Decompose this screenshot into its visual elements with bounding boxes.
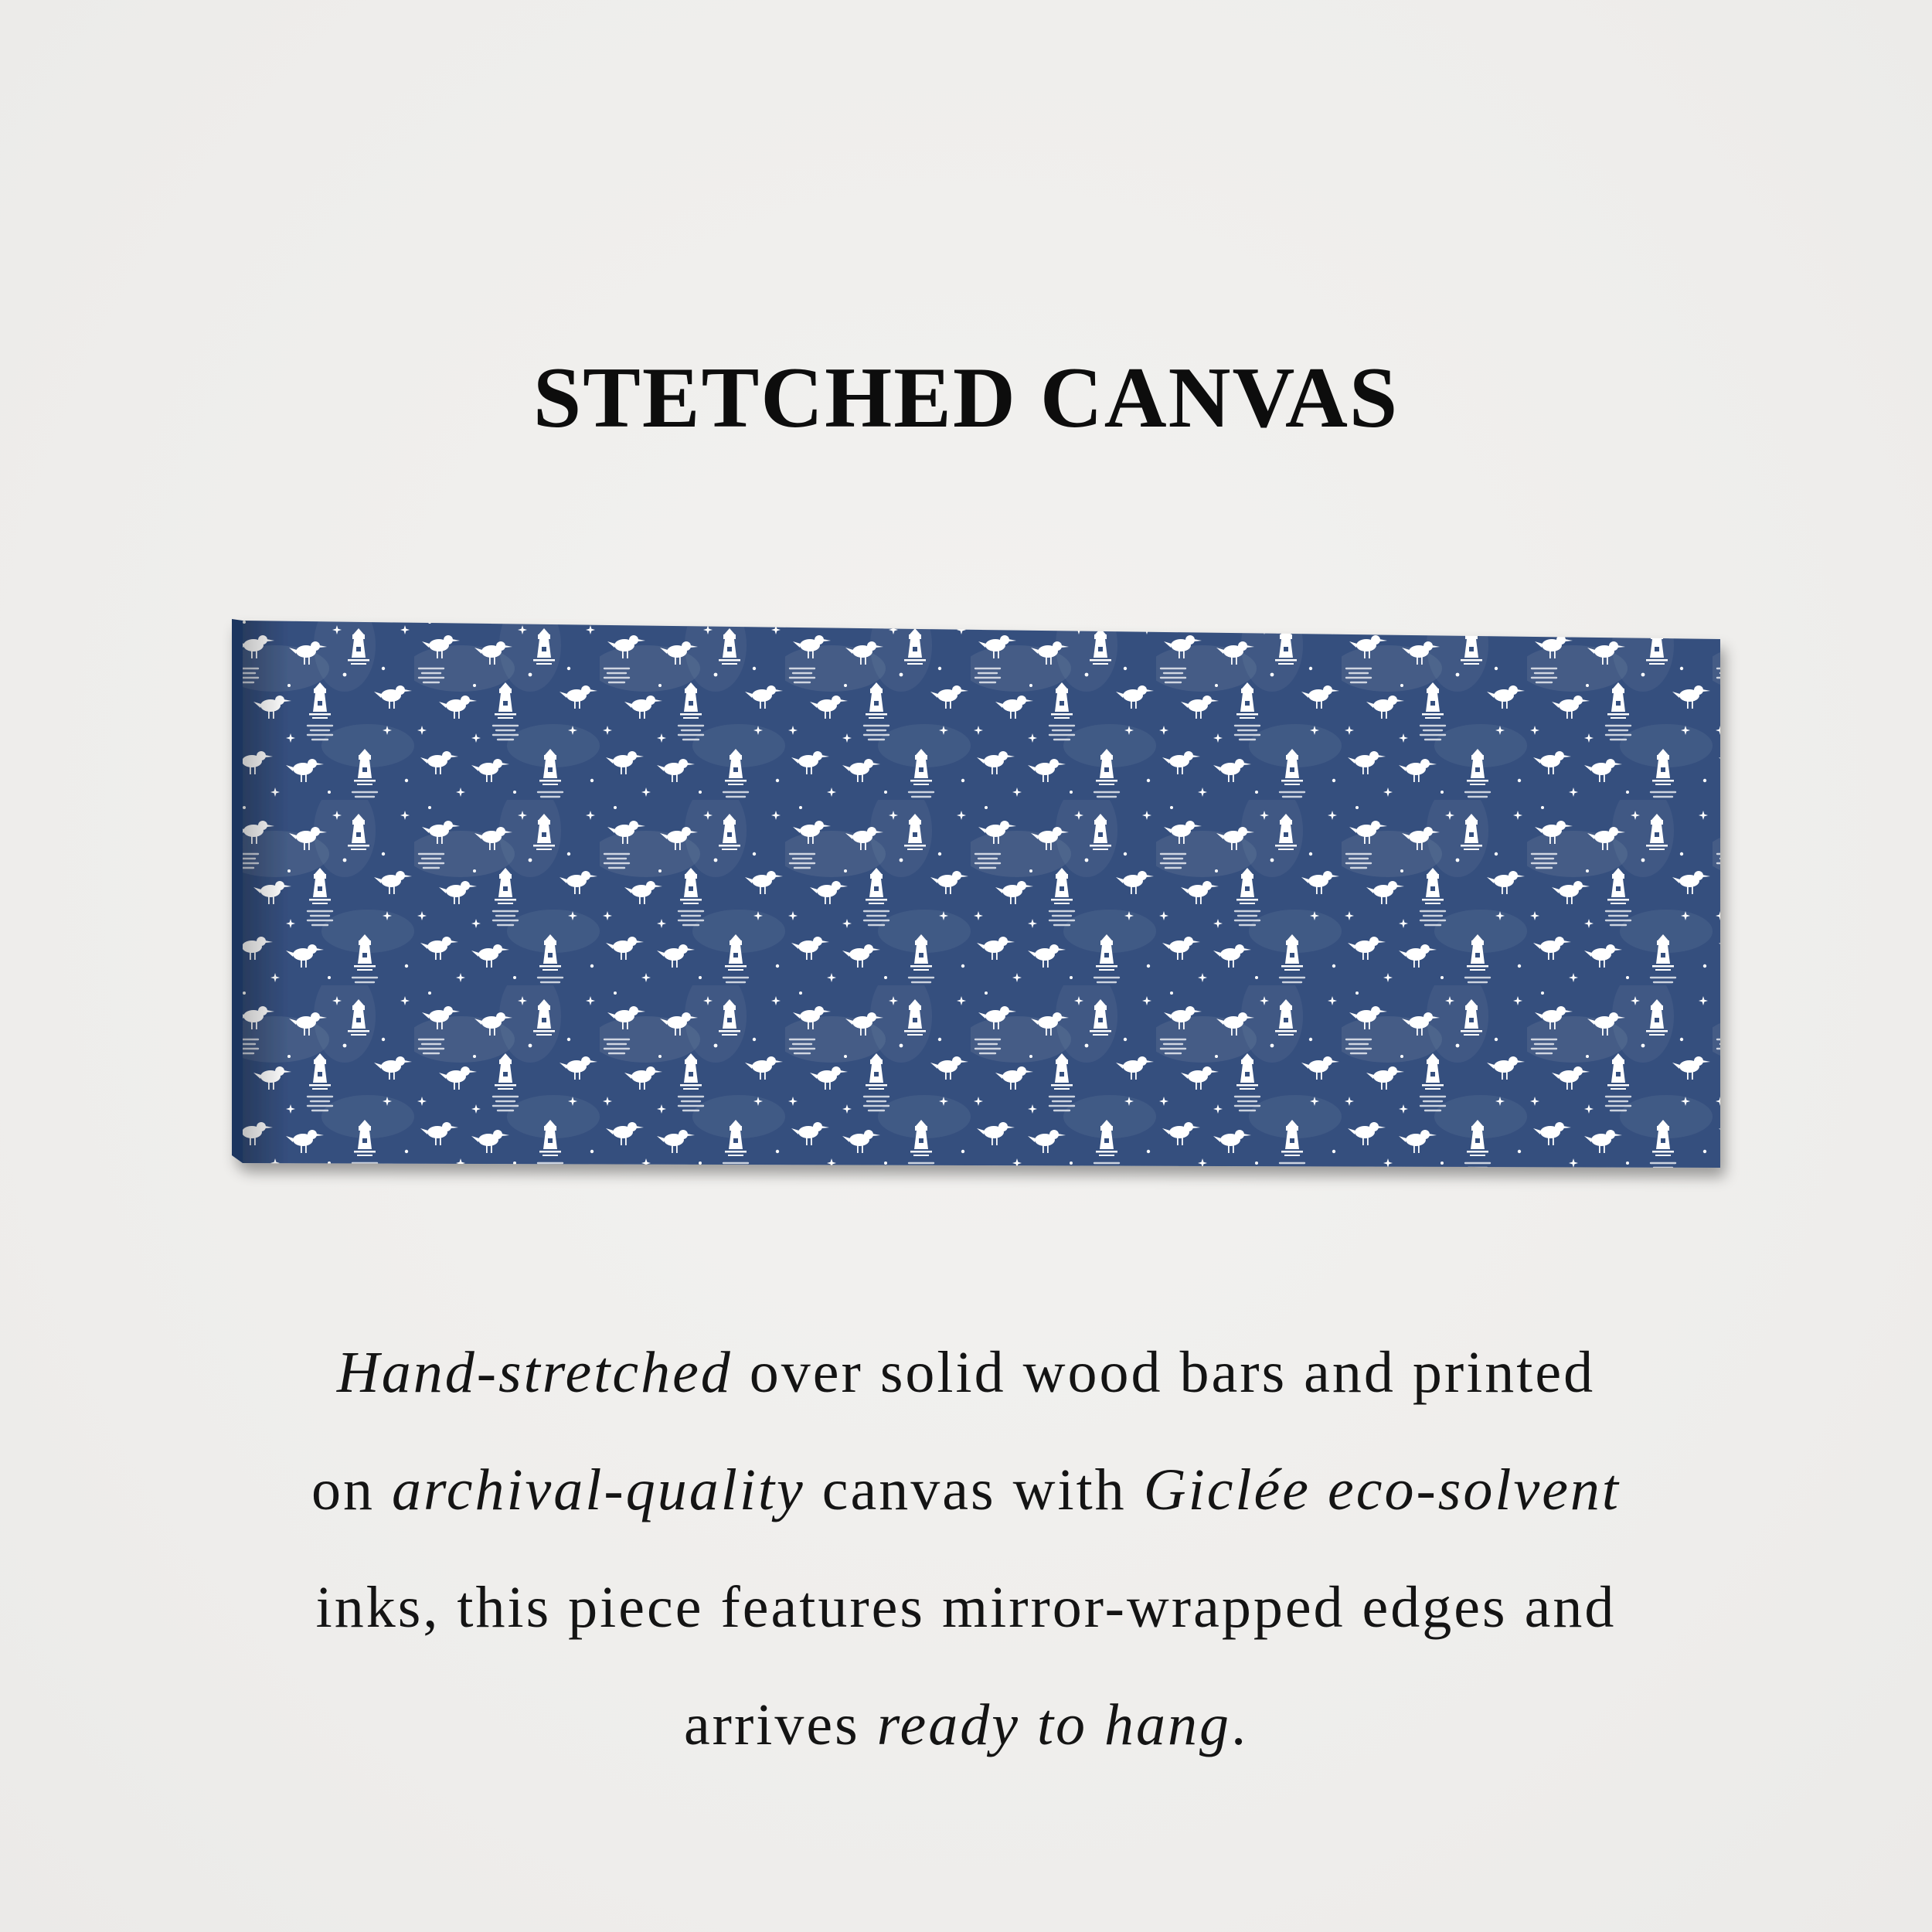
description-text: . <box>1231 1692 1249 1757</box>
description-text: arrives <box>683 1692 877 1757</box>
description-line-1 <box>155 1314 1777 1431</box>
page-title: STETCHED CANVAS <box>532 350 1400 446</box>
description-text: on <box>311 1458 392 1522</box>
emphasis-giclee-eco-solvent: Giclée eco-solvent <box>1143 1458 1621 1522</box>
emphasis-archival-quality: archival-quality <box>391 1458 805 1522</box>
emphasis-ready-to-hang: ready to hang <box>876 1692 1232 1757</box>
emphasis-hand-stretched: Hand-stretched <box>336 1340 733 1405</box>
description-line-4 <box>155 1666 1777 1784</box>
description-text: inks, this piece features mirror-wrapped edges and <box>315 1575 1617 1640</box>
description-line-3 <box>155 1549 1777 1666</box>
product-description <box>155 1314 1777 1784</box>
canvas-left-edge <box>232 619 243 1163</box>
description-text: canvas with <box>804 1458 1144 1522</box>
description-line-2 <box>155 1431 1777 1549</box>
canvas-pattern-image <box>229 614 1720 1175</box>
description-text: over solid wood bars and printed <box>732 1340 1596 1405</box>
stretched-canvas-product <box>229 614 1720 1175</box>
